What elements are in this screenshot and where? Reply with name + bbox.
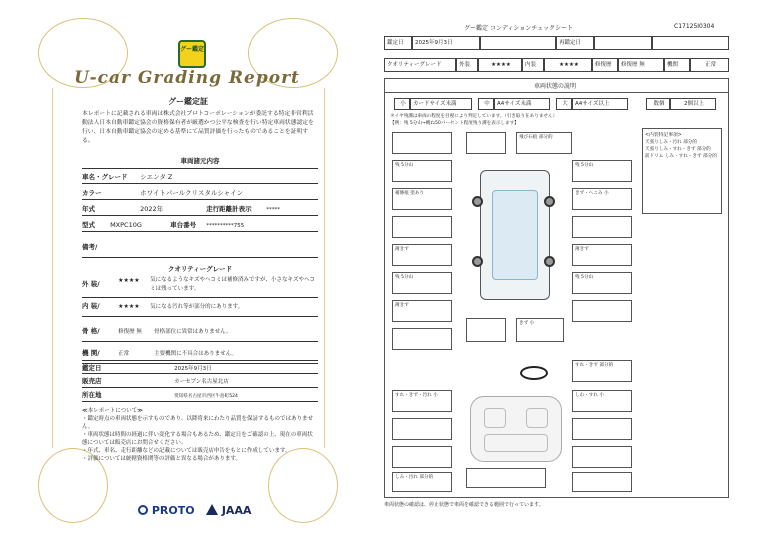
condition-box: 補修痕 塗あり: [392, 188, 452, 210]
condition-box-empty: [466, 468, 546, 488]
steering-wheel-icon: [520, 366, 548, 380]
condition-box-empty: [466, 318, 506, 342]
report-notes: [82, 407, 318, 463]
condition-check-sheet: [384, 20, 729, 508]
quality-engine-row: 機 関/ 正常 主要機関に不具合はありません。: [82, 346, 318, 364]
reappraisal-label: 再鑑定日: [556, 36, 594, 50]
reappraisal-value: [594, 36, 652, 50]
condition-box: きず 小: [516, 318, 564, 342]
note-item: ・評価については統轄資格関等の評価と異なる場合があります。: [82, 456, 241, 462]
sheet-date-value: 2025年9月3日: [412, 36, 480, 50]
condition-box: きず・へこみ 小: [572, 188, 632, 210]
condition-box: しわ・すれ 小: [572, 390, 632, 412]
sheet-code: C17125I0304: [674, 23, 715, 30]
condition-box-empty: [392, 418, 452, 440]
vehicle-name-row: 車名・グレード シエンタ Z: [82, 170, 318, 184]
rear-seat-outline: [484, 434, 548, 452]
sheet-blank-cell: [652, 36, 729, 50]
condition-box: 残 5分山: [572, 160, 632, 182]
border-line-left: [52, 88, 53, 448]
vehicle-model-row: 型式 MXPC10G 車台番号 **********755: [82, 218, 318, 232]
intro-text: 本レポートに記載される車両は株式会社プロトコーポレーションが委託する特定非営利活動法人日本自動車鑑定協会の資格保有者が厳選かつ公平な検査を行い特定車両状態認定を行い、日本自動車鑑定協会の定める基準にて品質評価を行ったものであることを証明する。: [82, 111, 314, 144]
wheel-front-left-icon: [472, 196, 483, 207]
condition-box: 残 5分山: [392, 160, 452, 182]
goo-kantei-logo: グー鑑定: [178, 40, 206, 68]
condition-box-empty: [572, 300, 632, 322]
wheel-rear-left-icon: [472, 256, 483, 267]
count-label: 数個: [646, 98, 670, 110]
notes-title: ≪本レポートについて≫: [82, 408, 143, 414]
sheet-date-label: 鑑定日: [384, 36, 412, 50]
condition-box-empty: [572, 216, 632, 238]
note-item: ・車両状態は時間の経過に伴い変化する場合もあるため、鑑定日をご確認の上、現在の車両状態については販売店にお問合せください。: [82, 432, 313, 446]
report-subtitle: グー鑑定証: [168, 97, 208, 106]
vehicle-year-row: 年式 2022年 走行距離計表示 *****: [82, 202, 318, 216]
interior-note-item: 天張りしみ・すれ・きず 部分的: [645, 147, 711, 152]
sheet-interior-label: 内装: [522, 58, 544, 72]
tire-note-example: 【例：残 5分山→概ね50パーセント程度残り溝を表示します】: [390, 121, 519, 126]
sheet-repair-label: 修復歴: [592, 58, 618, 72]
condition-box: しみ・汚れ 部分的: [392, 472, 452, 492]
condition-box: 残 5分山: [572, 272, 632, 294]
condition-box-empty: [572, 446, 632, 468]
quality-exterior-row: 外 装/ ★★★★ 気になるようなキズやヘコミは補修済みですが、小さなキズやヘコミは残っています。: [82, 276, 318, 298]
front-seat-left-outline: [484, 408, 506, 428]
condition-box-empty: [392, 132, 452, 154]
quality-interior-row: 内 装/ ★★★★ 気になる汚れ等が部分的にあります。: [82, 299, 318, 317]
condition-box: 薄きず: [392, 300, 452, 322]
condition-box-empty: [572, 472, 632, 492]
size-small-value: カードサイズ未満: [410, 98, 472, 110]
sheet-engine-value: 正常: [690, 58, 729, 72]
sheet-blank-cell: [480, 36, 556, 50]
jaaa-mark-icon: [206, 504, 218, 515]
condition-box: すれ・きず 部分的: [572, 360, 632, 382]
condition-box: 薄きず: [392, 244, 452, 266]
wheel-front-right-icon: [544, 196, 555, 207]
condition-box-empty: [466, 132, 506, 154]
note-item: ・年式、車名、走行距離などの記載については販売店申告をもとに作成しています。: [82, 448, 291, 454]
car-roof-outline: [492, 190, 538, 280]
size-mid-value: A4サイズ未満: [494, 98, 550, 110]
tire-note: タイヤ残溝は車両の程度を目視により判定しています。（引き取り在ありません）: [390, 114, 558, 119]
quality-frame-row: 骨 格/ 修復歴 無 骨格部位に異常はありません。: [82, 324, 318, 342]
address-row: 所在地 愛知県名古屋市西区牛島町524: [82, 388, 318, 402]
report-title: U-car Grading Report: [74, 68, 300, 88]
front-seat-right-outline: [526, 408, 548, 428]
interior-notes-box: <内装特記事項> 天張りしみ・汚れ 部分的 天張りしみ・すれ・きず 部分的 前ドリム しみ・すれ・きず 部分的: [642, 128, 722, 214]
sheet-exterior-stars: ★★★★: [478, 58, 522, 72]
vehicle-color-row: カラー ホワイトパールクリスタルシャイン: [82, 186, 318, 200]
note-item: ・鑑定時点の車両状態を示すものであり、以降将来にわたり品質を保証するものではありません。: [82, 416, 314, 430]
count-value: 2個以上: [670, 98, 716, 110]
divider: [384, 92, 729, 93]
section-title: 車両状態の説明: [534, 83, 577, 90]
vehicle-section-heading: 車両諸元内容: [180, 157, 220, 165]
condition-box: すれ・きず・汚れ 小: [392, 390, 452, 412]
condition-box: 飛び石痕 部分的: [516, 132, 572, 154]
interior-note-item: 天張りしみ・汚れ 部分的: [645, 140, 697, 145]
sheet-engine-label: 機関: [664, 58, 690, 72]
condition-box: 残 5分山: [392, 272, 452, 294]
divider: [82, 168, 318, 169]
wheel-rear-right-icon: [544, 256, 555, 267]
store-row: 販売店 カーセブン名古屋北店: [82, 374, 318, 388]
size-small-label: 小: [394, 98, 410, 110]
size-large-label: 大: [556, 98, 572, 110]
appraisal-date-row: 鑑定日 2025年9月3日: [82, 360, 318, 374]
proto-mark-icon: [138, 505, 148, 515]
cabin-interior-diagram: [470, 396, 562, 462]
sheet-exterior-label: 外装: [456, 58, 478, 72]
border-line-right: [324, 88, 325, 448]
jaaa-logo: JAAA: [206, 504, 251, 517]
condition-box-empty: [392, 328, 452, 350]
quality-section-heading: クオリティーグレード: [167, 265, 233, 273]
condition-box-empty: [572, 418, 632, 440]
sheet-repair-value: 修復歴 無: [618, 58, 664, 72]
condition-box-empty: [392, 446, 452, 468]
sheet-grade-label: クオリティーグレード: [384, 58, 456, 72]
vehicle-remarks-row: 備考/: [82, 240, 318, 258]
condition-box: 薄きず: [572, 244, 632, 266]
condition-box-empty: [392, 216, 452, 238]
sheet-interior-stars: ★★★★: [544, 58, 592, 72]
interior-note-item: 前ドリム しみ・すれ・きず 部分的: [645, 154, 717, 159]
sheet-title: グー鑑定 コンディションチェックシート: [464, 25, 574, 32]
size-mid-label: 中: [478, 98, 494, 110]
proto-logo: PROTO: [138, 504, 195, 517]
sheet-footer: 車両状態の確認は、停止状態で車両を確認できる範囲で行っています。: [384, 502, 544, 508]
size-large-value: A4サイズ以上: [572, 98, 628, 110]
grading-report-page: [38, 18, 338, 523]
